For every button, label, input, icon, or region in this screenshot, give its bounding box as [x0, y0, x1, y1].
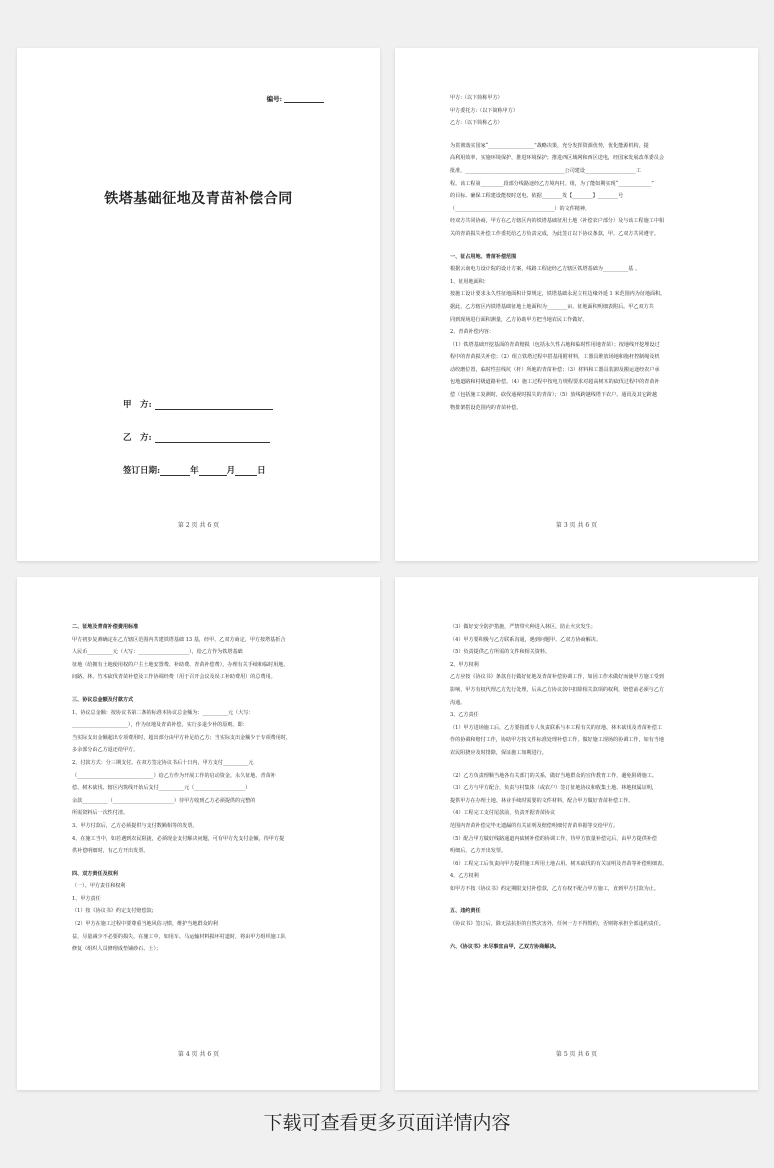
section-heading: 六、《协议书》未尽事宜由甲，乙双方协商解决。: [450, 943, 560, 950]
party-a-label: 甲 方:: [123, 400, 152, 410]
page-number: 第 2 页 共 6 页: [177, 522, 220, 529]
body-line: 2、青苗补偿内容：: [450, 329, 494, 336]
body-line: 偿（包括施工复测时，砍伐通视时损失的青苗）；（5）放线跨越线塔下农户、通讯及其它跨越: [450, 392, 657, 399]
body-line: 多余部分由乙方退还给甲方。: [72, 747, 139, 754]
body-line: 沟通。: [450, 699, 466, 706]
body-line: 1、甲方责任: [72, 895, 101, 902]
body-line: （______________________________）给乙方作为开展工作的启动资金。永久征地、青苗补: [72, 772, 276, 779]
paragraph-gap: [450, 760, 720, 770]
body-line: 偿、树木砍伐、辖区内筑线开始后支付__________元（____________________）: [72, 785, 251, 792]
body-line: 乙方:（以下简称乙方）: [450, 120, 503, 127]
body-line: 4、乙方权利: [450, 873, 479, 880]
body-line: 《协议书》签订后，除无法抗拒的自然灾害外，任何一方不得毁约，否则将承担全部违约责任。: [450, 921, 664, 928]
body-line: （2）乙方负责理顺当地各有关部门的关系，做好当地群众的宣传教育工作，避免阻碍施工。: [450, 772, 657, 779]
paragraph-gap: [450, 130, 720, 140]
body-line: 甲方:（以下简称甲方）: [450, 95, 503, 101]
body-line: （2）甲方在施工过程中要尊重当地风俗习惯，维护当地群众的利: [72, 921, 218, 928]
body-line: 范围内青苗补偿完毕无遗漏的有关证明及赔偿明细付青苗单据等交给甲方。: [450, 822, 619, 829]
paragraph-gap: [450, 895, 720, 905]
body-line: 动绞磨位置、临时性拉线坑（杆）所地的青苗补偿；（3）材料和工器具装卸及搬运途经农户承: [450, 366, 660, 373]
section-heading: 一、征占用地、青苗补偿范围: [450, 253, 517, 260]
body-line: （1）铁塔基础开挖基面的青苗赔损（包括永久性占地和临时性用地青苗）；按地线开挖埋设过: [450, 341, 660, 348]
body-line: 供补偿明细时，有乙方开出发票。: [72, 848, 149, 855]
body-line: 批准，_______________________________________公司建设____________________工: [450, 167, 642, 174]
body-line: 间路、林、竹木砍伐青苗补偿及工作协调经费（用于召开会议及误工补助费用）的总费用。: [72, 674, 276, 681]
body-line: 物排架搭设范围内的青苗补偿。: [450, 404, 522, 411]
serial-number-field: [267, 94, 324, 103]
contract-page-5: [395, 577, 758, 1090]
body-line: （1）甲方进场施工后，乙方要指派专人负责联系与本工程有关的征地、林木砍伐及青苗补偿工: [450, 724, 663, 731]
body-line: 的目标、确保工程建设能按时送电，依据________发【________】________号: [450, 193, 624, 200]
body-line: 1、征用地面积：: [450, 278, 489, 285]
contract-page-3: [395, 48, 758, 561]
body-line: 提供甲方在办理土地、林业手续时需要的文件材料，配合甲方做好青苗补偿工作。: [450, 797, 634, 804]
page-body: [72, 621, 342, 956]
body-line: 作的协调和赔付工作，协助甲方按文件标准处理补偿工作，做好施工现场的协调工作，如有当地: [450, 737, 664, 744]
section-heading: 五、违约责任: [450, 908, 481, 915]
section-heading: 四、双方责任及权利: [72, 870, 118, 877]
body-line: （1）按《协议书》约定支付赔偿款;: [72, 908, 154, 915]
body-line: （一）、甲方责任和权利: [72, 883, 126, 890]
body-line: 根据云南电力设计院的设计方案，线路工程途经乙方辖区铁塔基础为__________基 。: [450, 266, 641, 273]
body-line: 程。该工程第_________段部分线路途经乙方境内村。组，为了能如期实现“_____________”: [450, 180, 654, 187]
body-line: （3）做好安全防护措施，严禁带火种进入林区，防止火灾发生；: [450, 624, 596, 630]
body-line: 余款__________（________________________）待甲方收到乙方必须提供的完整的: [72, 797, 256, 804]
body-line: 如甲方不按《协议书》约定期限支付补偿款，乙方有权不配合甲方施工，直到甲方付款为止。: [450, 885, 659, 892]
body-line: （_______________________________________）的文件精神，: [450, 205, 591, 212]
contract-title: 铁塔基础征地及青苗补偿合同: [104, 191, 293, 207]
body-line: 3、乙方责任: [450, 712, 479, 719]
body-line: （5）配合甲方做好线路通道内砍树补偿的协调工作，待甲方放量补偿完后，由甲方提供补偿: [450, 835, 657, 842]
paragraph-gap: [450, 241, 720, 251]
body-line: （4）工程完工支付尾款前，负责开据青苗协议: [450, 810, 556, 817]
contract-cover-page: [17, 48, 380, 561]
paragraph-gap: [72, 858, 342, 868]
body-line: 按施工设计要求永久性征地面积计算规定，铁塔基础永泥立柱边缘外延 1 米范围内为征地面积。: [450, 291, 666, 298]
party-a-blank: [155, 400, 273, 410]
page-body: [450, 621, 720, 953]
body-line: 程中的青苗损失补偿；（2）组立铁塔过程中搭基用附材料，工器具堆放场地和拖杆控制绳及机: [450, 354, 660, 361]
day-label: 日: [257, 466, 266, 476]
paragraph-gap: [450, 931, 720, 941]
body-line: ______________________），作为征地及青苗补偿，实行多退少补的原则。即：: [72, 722, 248, 729]
body-line: 乙方应按《协议书》条款自行做好征地及青苗补偿协调工作，如因工作未做好而使甲方施工受到: [450, 674, 664, 681]
section-heading: 二、征地及青苗补偿费用标准: [72, 624, 139, 630]
party-b-field: [123, 431, 270, 443]
body-line: 农民阻挠应及时排除，保证施工如期进行。: [450, 749, 547, 756]
page-body: [450, 92, 720, 414]
body-line: 征地（给拥有土地使用权的户主土地安置费、补助费、青苗补偿费），办理有关手续和临时用地、: [72, 661, 289, 668]
body-line: 2、甲方权利: [450, 661, 479, 668]
body-line: 当实际支出金额超出专项费用时，超出部分由甲方补足给乙方；当实际支出金额少于专项费用时，: [72, 734, 292, 741]
body-line: 修复（组织人员修理成垫铺砂石、土）；: [72, 946, 162, 953]
body-line: （5）负责提供乙方所需的文件和相关资料。: [450, 649, 551, 656]
body-line: 影响，甲方有权代理乙方先行处理，后从乙方协议款中扣除相关款项的权利，赔偿前必须与乙方: [450, 686, 664, 693]
body-line: （3）乙方与甲方配合，负责与村集体（或农户）签订征地协议和收集土地、林地权属证明，: [450, 785, 657, 792]
serial-number-blank: [284, 96, 324, 103]
body-line: （6）工程完工后负责向甲方提供施工所用土地占用、树木砍伐的有关证明及青苗等补偿明细表。: [450, 860, 668, 867]
month-blank: [199, 466, 227, 476]
day-blank: [235, 466, 257, 476]
body-line: 包地道路和村级道路补偿。（4）施工过程中按电力规程要求对超高树木的砍伐过程中的青苗补: [450, 379, 660, 386]
body-line: 甲方初步复测确定在乙方辖区范围内共建铁塔基础 13 基，经甲、乙双方商定，甲方按塔基折合: [72, 636, 286, 643]
body-line: 据此，乙方辖区内铁塔基础征地土地面积为________亩，征地面积明细表附后。甲乙双方共: [450, 303, 654, 310]
body-line: 甲方委托方:（以下简称甲方）: [450, 107, 518, 114]
paragraph-gap: [72, 684, 342, 694]
download-more-caption[interactable]: 下载可查看更多页面详情内容: [263, 1112, 511, 1134]
body-line: 2、付款方式：分三期支付。在双方签定协议书后十日内，甲方支付__________元: [72, 759, 254, 766]
body-line: 关的青苗损失补偿工作委托给乙方负责完成，为此签订以下协议条款，甲、乙双方共同遵守。: [450, 230, 659, 237]
party-b-label: 乙 方:: [123, 433, 152, 443]
body-line: 为贯彻落实国家“__________________”战略决策，充分发挥资源优势，优化能源机构，提: [450, 142, 649, 149]
body-line: 1、协议总金额：按协议书第二条的标准本协议总金额为：__________元（大写：: [72, 709, 254, 716]
sign-date-field: [123, 464, 266, 476]
body-line: 3、甲方付款后，乙方必须提供与支付数额相等的发票。: [72, 822, 198, 829]
party-a-field: [123, 398, 273, 410]
body-line: 所需资料后一次性付清。: [72, 810, 129, 817]
serial-number-label: 编号:: [266, 95, 282, 103]
page-number: 第 3 页 共 6 页: [555, 522, 598, 529]
sign-date-label: 签订日期:: [123, 466, 161, 476]
party-b-blank: [155, 433, 270, 443]
page-number: 第 4 页 共 6 页: [177, 1051, 220, 1058]
body-line: （4）甲方要积极与乙方联系沟通，遇到问题甲、乙双方协商解决。: [450, 636, 601, 643]
body-line: 4、在施工当中，如若遇到农民阻拢，必须现金支付解决问题，可有甲方先支付金额，待甲方提: [72, 835, 285, 842]
page-number: 第 5 页 共 6 页: [555, 1051, 598, 1058]
body-line: 明细后，乙方开出发票。: [450, 848, 507, 855]
body-line: 人民币__________元（大写：____________________），给乙方作为铁塔基础: [72, 649, 243, 656]
body-line: 同到现场进行面积测量，乙方协助甲方把当地农民工作做好。: [450, 316, 588, 323]
year-blank: [160, 466, 190, 476]
body-line: 经双方共同协商，甲方在乙方辖区内的铁塔基础征用土地（补偿农户部分）及与该工程施工中相: [450, 218, 664, 225]
body-line: 高利用效率，实施环境保护，推进环境保护；推进西区域网和西区送电，经国家发展改革委员会: [450, 155, 664, 162]
body-line: 益，尽量减少不必要的损失。在施工中，如用车、马运输材料损坏村道时，将由甲方组织施工队: [72, 933, 286, 940]
section-heading: 三、协议总金额及付款方式: [72, 696, 134, 703]
month-label: 月: [226, 466, 236, 476]
contract-page-4: [17, 577, 380, 1090]
year-label: 年: [190, 466, 199, 476]
